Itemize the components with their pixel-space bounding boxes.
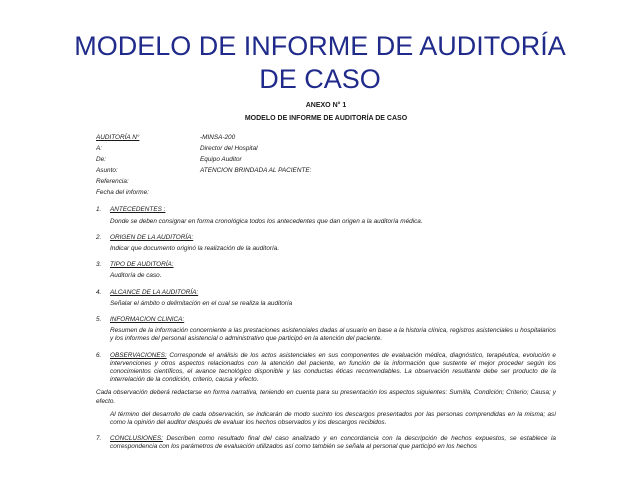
section-body: Auditoría de caso. <box>110 272 162 280</box>
slide-title <box>0 30 640 96</box>
section-body: Resumen de la información concerniente a las prestaciones asistenciales dadas al usuario en base a la historia clínica, registros asistenciales u hospitalarios y los informes del personal asistencial o administrativo que participó en la atención del paciente. <box>110 327 556 343</box>
field-value: Equipo Auditor <box>200 155 242 163</box>
section-body: Señalar el ámbito o delimitación en el cual se realiza la auditoría <box>110 299 293 307</box>
field-row <box>96 165 556 176</box>
scanned-document <box>96 100 556 480</box>
section <box>96 352 556 385</box>
paragraph: Cada observación deberá redactarse en forma narrativa, teniendo en cuenta para su presentación los aspectos siguientes: Sumilla, Condición; Criterio; Causa; y efecto. <box>96 389 556 405</box>
section <box>96 435 556 451</box>
field-row <box>96 132 556 143</box>
field-label: Referencia: <box>96 177 129 185</box>
section-heading: ANTECEDENTES : <box>110 206 166 214</box>
field-label: De: <box>96 155 106 163</box>
field-label: A: <box>96 144 103 152</box>
field-row <box>96 154 556 165</box>
field-value: -MINSA-200 <box>200 133 236 141</box>
document-title: MODELO DE INFORME DE AUDITORÍA DE CASO <box>244 115 408 123</box>
section-heading: ORIGEN DE LA AUDITORÍA: <box>110 233 194 241</box>
section-heading: CONCLUSIONES: <box>110 435 163 443</box>
slide-title-line2: DE CASO <box>259 64 381 94</box>
field-row <box>96 187 556 198</box>
section-number: 4. <box>96 288 102 296</box>
section-number: 2. <box>96 233 102 241</box>
section-heading: ALCANCE DE LA AUDITORÍA: <box>110 288 199 296</box>
paragraph: Al término del desarrollo de cada observación, se indicarán de modo sucinto los descargos presentados por las personas comprendidas en la misma; así como la opinión del auditor después de evaluar los hechos observados y los descargos recibidos. <box>110 410 556 427</box>
section-heading: TIPO DE AUDITORÍA: <box>110 261 174 269</box>
section-heading: OBSERVACIONES: <box>110 351 167 359</box>
section <box>96 316 556 344</box>
section-heading: INFORMACION CLINICA: <box>110 316 185 324</box>
section-body: Corresponde el análisis de los actos asistenciales en sus componentes de evaluación médica, diagnóstico, terapéutica, evolución e intervenciones y otros aspectos relacionados con la atención del paciente, en función de la información que sustente el mejor proceder según los conocimientos científicos, el avance tecnológico disponible y las conductas éticas recomendables. La observación resultante debe ser producto de la interrelación de la condición, criterio, causa y efecto. <box>110 351 556 384</box>
field-label: AUDITORÍA N° <box>96 133 140 141</box>
field-label: Fecha del informe: <box>96 188 149 196</box>
section-number: 3. <box>96 261 102 269</box>
slide-title-line1: MODELO DE INFORME DE AUDITORÍA <box>74 31 566 61</box>
field-row <box>96 176 556 187</box>
section <box>96 234 556 253</box>
section-body: Describen como resultado final del caso analizado y en concordancia con la descripción de hechos expuestos, se establece la correspondencia con los parámetros de evaluación utilizados así como también se señala al personal que participó en los hechos <box>110 435 556 451</box>
field-row <box>96 143 556 154</box>
section-number: 1. <box>96 206 102 214</box>
section <box>96 206 556 225</box>
section-body: Donde se deben consignar en forma cronológica todos los antecedentes que dan origen a la auditoría médica. <box>110 217 423 225</box>
field-label: Asunto: <box>96 166 118 174</box>
field-value: ATENCION BRINDADA AL PACIENTE: <box>200 166 312 174</box>
section-number: 6. <box>96 351 102 359</box>
annex-label: ANEXO N° 1 <box>305 102 347 109</box>
section <box>96 289 556 308</box>
header-fields <box>96 132 556 198</box>
section-number: 5. <box>96 316 102 324</box>
section-number: 7. <box>96 435 102 443</box>
section <box>96 261 556 280</box>
section-body: Indicar que documento originó la realización de la auditoría. <box>110 245 280 253</box>
field-value: Director del Hospital <box>200 144 258 152</box>
